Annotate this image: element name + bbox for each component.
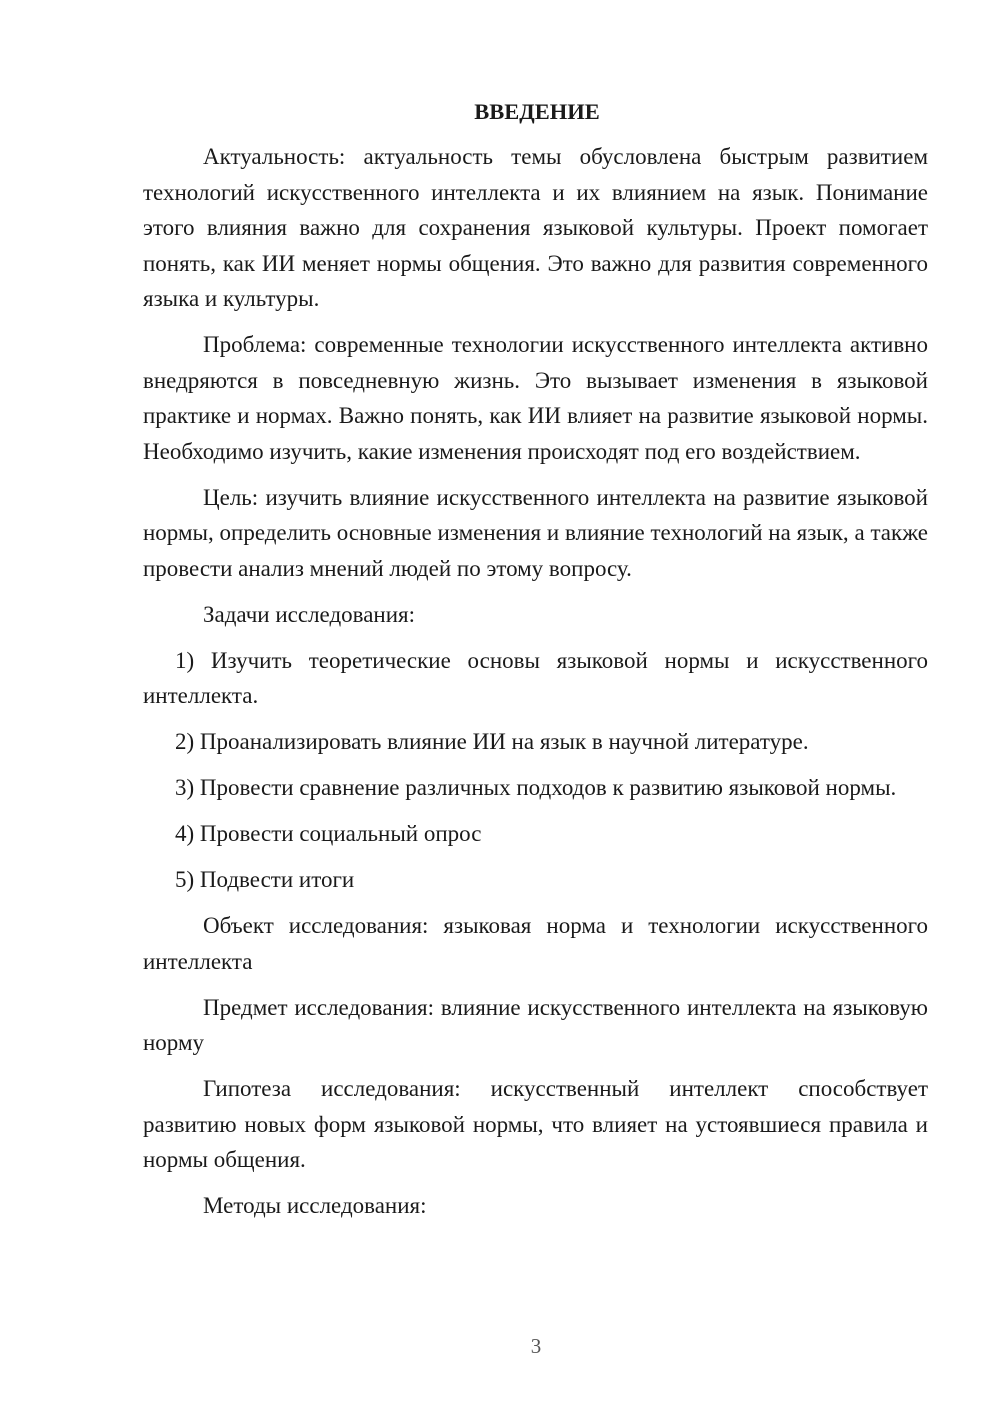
goal-paragraph: Цель: изучить влияние искусственного интеллекта на развитие языковой нормы, определить основные изменения и влияние технологий на язык, а также провести анализ мнений людей по этому вопросу.	[143, 484, 928, 581]
tasks-heading: Задачи исследования:	[203, 601, 416, 627]
task-item: 2) Проанализировать влияние ИИ на язык в научной литературе.	[175, 729, 809, 754]
task-item: 3) Провести сравнение различных подходов к развитию языковой нормы.	[175, 775, 897, 800]
relevance-paragraph: Актуальность: актуальность темы обусловлена быстрым развитием технологий искусственного интеллекта и их влиянием на язык. Понимание этого влияния важно для сохранения языковой культуры. Проект помогает понять, как ИИ меняет нормы общения. Это важно для развития современного языка и культуры.	[143, 144, 928, 311]
page-title: ВВЕДЕНИЕ	[474, 99, 600, 124]
methods-heading: Методы исследования:	[203, 1193, 427, 1218]
page-number: 3	[530, 1334, 542, 1358]
page-content	[143, 94, 928, 1234]
task-item: 1) Изучить теоретические основы языковой нормы и искусственного интеллекта.	[143, 647, 928, 708]
subject-paragraph: Предмет исследования: влияние искусственного интеллекта на языковую норму	[143, 994, 928, 1055]
object-paragraph: Объект исследования: языковая норма и технологии искусственного интеллекта	[143, 913, 928, 974]
problem-paragraph: Проблема: современные технологии искусственного интеллекта активно внедряются в повседневную жизнь. Это вызывает изменения в языковой практике и нормах. Важно понять, как ИИ влияет на развитие языковой нормы. Необходимо изучить, какие изменения происходят под его воздействием.	[143, 332, 928, 464]
task-item: 5) Подвести итоги	[175, 867, 355, 892]
task-item: 4) Провести социальный опрос	[175, 821, 482, 846]
hypothesis-paragraph: Гипотеза исследования: искусственный интеллект способствует развитию новых форм языковой нормы, что влияет на устоявшиеся правила и нормы общения.	[143, 1076, 928, 1172]
